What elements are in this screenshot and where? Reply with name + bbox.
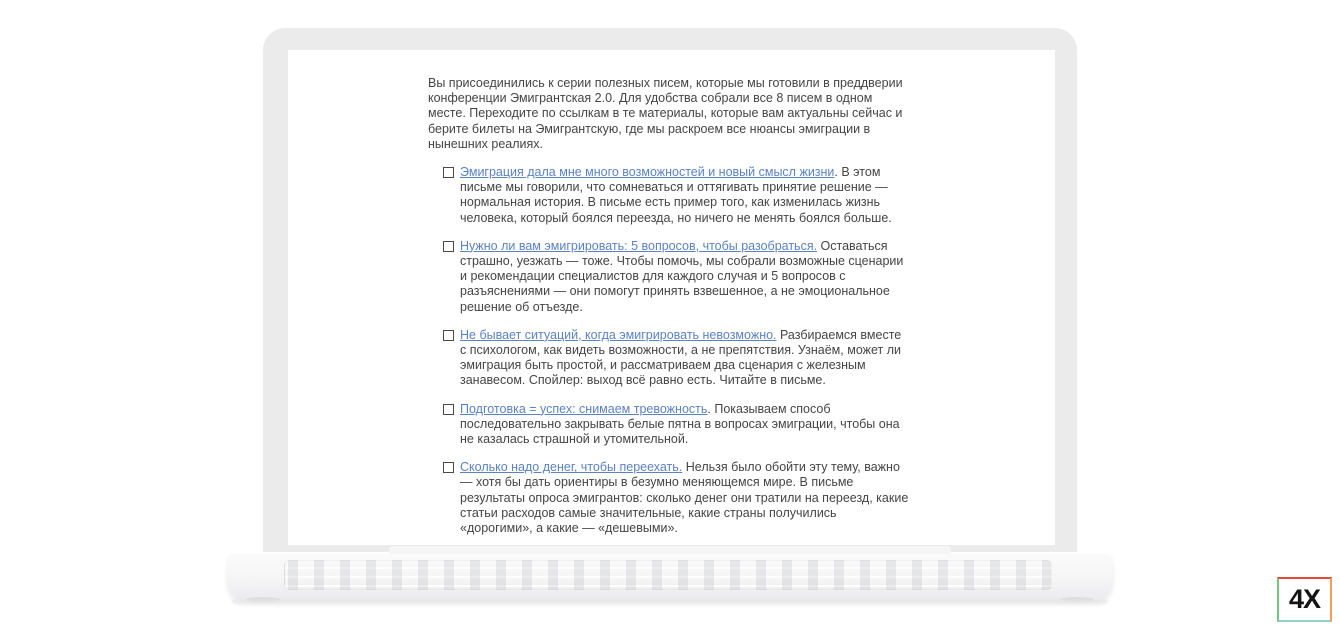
laptop-keyboard <box>284 560 1052 590</box>
checkbox[interactable] <box>443 241 454 252</box>
checkbox[interactable] <box>443 404 454 415</box>
letter-description: Нельзя было обойти эту тему, важно — хотя бы дать ориентиры в безумно меняющемся мире. В письме результаты опроса эмигрантов: сколько денег они тратили на переезд, какие статьи расходов самые значительные, какие страны получились «дорогими», а какие — «дешевыми». <box>460 460 909 536</box>
laptop-shadow <box>232 600 1108 606</box>
checkbox[interactable] <box>443 167 454 178</box>
list-item <box>428 328 910 389</box>
list-item <box>428 239 910 315</box>
email-content <box>428 76 910 536</box>
letter-description: . В этом письме мы говорили, что сомневаться и оттягивать принятие решение — нормальная история. В письме есть пример того, как изменилась жизнь человека, который боялся переезда, но ничего не менять боялся больше. <box>460 165 892 225</box>
letter-description: Оставаться страшно, уезжать — тоже. Чтобы помочь, мы собрали возможные сценарии и рекомендации специалистов для каждого случая и 5 вопросов с разъяснениями — они помогут принять взвешенное, а не эмоциональное решение об отъезде. <box>460 238 904 314</box>
laptop-screen <box>288 50 1055 545</box>
zoom-factor-label: 4X <box>1288 584 1321 614</box>
zoom-factor-badge <box>1277 577 1332 622</box>
list-item <box>428 165 910 226</box>
letters-list <box>428 165 910 536</box>
letter-link[interactable]: Не бывает ситуаций, когда эмигрировать невозможно. <box>460 327 777 342</box>
checkbox[interactable] <box>443 330 454 341</box>
letter-link[interactable]: Сколько надо денег, чтобы переехать. <box>460 460 683 475</box>
letter-link[interactable]: Подготовка = успех: снимаем тревожность <box>460 401 708 416</box>
checkbox[interactable] <box>443 462 454 473</box>
list-item <box>428 402 910 448</box>
laptop-base <box>226 554 1114 600</box>
intro-paragraph: Вы присоединились к серии полезных писем, которые мы готовили в преддверии конференции Эмигрантская 2.0. Для удобства собрали все 8 писем в одном месте. Переходите по ссылкам в те материалы, которые вам актуальны сейчас и берите билеты на Эмигрантскую, где мы раскроем все нюансы эмиграции в нынешних реалиях. <box>428 76 903 151</box>
letter-description: . Показываем способ последовательно закрывать белые пятна в вопросах эмиграции, чтобы она не казалась страшной и утомительной. <box>460 401 900 447</box>
letter-link[interactable]: Нужно ли вам эмигрировать: 5 вопросов, чтобы разобраться. <box>460 238 818 253</box>
letter-link[interactable]: Эмиграция дала мне много возможностей и новый смысл жизни <box>460 165 835 180</box>
letter-description: Разбираемся вместе с психологом, как видеть возможности, а не препятствия. Узнаём, может ли эмиграция быть простой, и рассматриваем два сценария с железным занавесом. Спойлер: выход всё равно есть. Читайте в письме. <box>460 327 902 388</box>
list-item <box>428 460 910 536</box>
laptop-lid <box>263 28 1077 552</box>
